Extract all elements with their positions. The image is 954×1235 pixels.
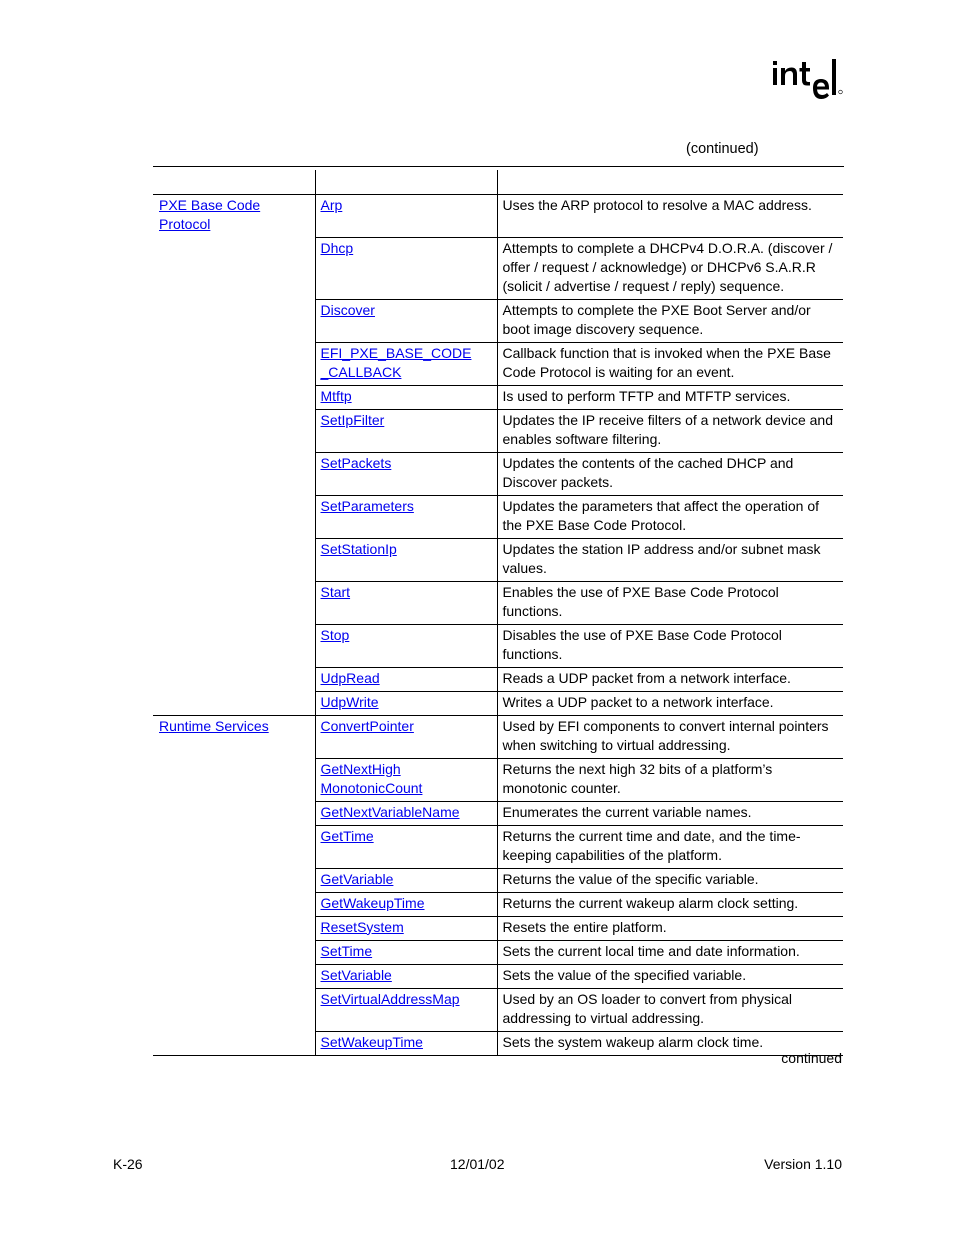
section-cell	[153, 964, 315, 988]
section-cell	[153, 195, 315, 238]
table-row	[153, 409, 843, 452]
reference-table	[153, 170, 843, 1056]
function-cell	[315, 342, 497, 385]
function-link[interactable]: SetVariable	[320, 966, 392, 983]
section-cell	[153, 581, 315, 624]
description-cell: Updates the parameters that affect the operation of the PXE Base Code Protocol.	[497, 495, 843, 538]
section-cell	[153, 825, 315, 868]
section-cell	[153, 452, 315, 495]
footer-date: 12/01/02	[450, 1156, 505, 1172]
function-cell	[315, 624, 497, 667]
function-link[interactable]: EFI_PXE_BASE_CODE _CALLBACK	[320, 344, 472, 380]
function-cell	[315, 195, 497, 238]
function-link[interactable]: Discover	[320, 301, 375, 318]
footer-version: Version 1.10	[764, 1156, 842, 1172]
description-cell: Attempts to complete a DHCPv4 D.O.R.A. (discover / offer / request / acknowledge) or DHCPv6 S.A.R.R (solicit / advertise / request / reply) sequence.	[497, 237, 843, 299]
function-link[interactable]: GetNextVariableName	[320, 803, 460, 820]
function-link[interactable]: SetStationIp	[320, 540, 397, 557]
section-cell	[153, 342, 315, 385]
function-cell	[315, 452, 497, 495]
function-link[interactable]: GetNextHigh MonotonicCount	[320, 760, 423, 796]
intel-logo	[772, 58, 844, 104]
function-cell	[315, 940, 497, 964]
table-row	[153, 237, 843, 299]
function-link[interactable]: SetTime	[320, 942, 373, 959]
header-rule	[153, 166, 844, 167]
section-cell	[153, 715, 315, 758]
function-cell	[315, 538, 497, 581]
function-link[interactable]: ConvertPointer	[320, 717, 414, 734]
function-cell	[315, 581, 497, 624]
function-cell	[315, 237, 497, 299]
function-cell	[315, 988, 497, 1031]
section-cell	[153, 538, 315, 581]
table-row	[153, 715, 843, 758]
description-cell: Enumerates the current variable names.	[497, 801, 843, 825]
function-cell	[315, 964, 497, 988]
continued-label-bottom: continued	[781, 1050, 842, 1066]
table-row	[153, 892, 843, 916]
table-row	[153, 988, 843, 1031]
table-row	[153, 940, 843, 964]
description-cell: Sets the system wakeup alarm clock time.	[497, 1031, 843, 1055]
section-cell	[153, 495, 315, 538]
table-row	[153, 299, 843, 342]
function-link[interactable]: SetPackets	[320, 454, 392, 471]
table-row	[153, 495, 843, 538]
section-cell	[153, 868, 315, 892]
description-cell: Returns the next high 32 bits of a platform’s monotonic counter.	[497, 758, 843, 801]
description-cell: Enables the use of PXE Base Code Protocol functions.	[497, 581, 843, 624]
function-link[interactable]: GetWakeupTime	[320, 894, 425, 911]
continued-label-top: (continued)	[686, 141, 759, 157]
section-cell	[153, 299, 315, 342]
table-row	[153, 691, 843, 715]
table-header-row	[153, 170, 843, 195]
footer-page-number: K-26	[113, 1156, 143, 1172]
table-row	[153, 195, 843, 238]
function-cell	[315, 715, 497, 758]
table-row	[153, 538, 843, 581]
description-cell: Used by an OS loader to convert from physical addressing to virtual addressing.	[497, 988, 843, 1031]
section-cell	[153, 237, 315, 299]
description-cell: Uses the ARP protocol to resolve a MAC address.	[497, 195, 843, 238]
table-row	[153, 667, 843, 691]
table-row	[153, 624, 843, 667]
description-cell: Writes a UDP packet to a network interface.	[497, 691, 843, 715]
description-cell: Returns the value of the specific variable.	[497, 868, 843, 892]
function-cell	[315, 825, 497, 868]
section-cell	[153, 409, 315, 452]
header-cell-1	[153, 170, 315, 195]
function-link[interactable]: Stop	[320, 626, 350, 643]
section-cell	[153, 988, 315, 1031]
function-cell	[315, 667, 497, 691]
function-link[interactable]: SetParameters	[320, 497, 414, 514]
section-link[interactable]: PXE Base Code Protocol	[159, 197, 261, 232]
section-cell	[153, 1031, 315, 1055]
description-cell: Disables the use of PXE Base Code Protocol functions.	[497, 624, 843, 667]
table-row	[153, 825, 843, 868]
description-cell: Resets the entire platform.	[497, 916, 843, 940]
table-row	[153, 868, 843, 892]
description-cell: Updates the station IP address and/or subnet mask values.	[497, 538, 843, 581]
function-link[interactable]: GetTime	[320, 827, 374, 844]
description-cell: Attempts to complete the PXE Boot Server and/or boot image discovery sequence.	[497, 299, 843, 342]
description-cell: Used by EFI components to convert internal pointers when switching to virtual addressing.	[497, 715, 843, 758]
description-cell: Reads a UDP packet from a network interface.	[497, 667, 843, 691]
description-cell: Callback function that is invoked when the PXE Base Code Protocol is waiting for an event.	[497, 342, 843, 385]
section-cell	[153, 624, 315, 667]
header-cell-2	[315, 170, 497, 195]
function-link[interactable]: SetIpFilter	[320, 411, 385, 428]
table-row	[153, 801, 843, 825]
function-cell	[315, 758, 497, 801]
function-link[interactable]: SetWakeupTime	[320, 1033, 423, 1050]
section-link[interactable]: Runtime Services	[159, 717, 269, 734]
section-cell	[153, 758, 315, 801]
table-row	[153, 964, 843, 988]
function-cell	[315, 495, 497, 538]
section-cell	[153, 667, 315, 691]
section-cell	[153, 892, 315, 916]
table-row	[153, 758, 843, 801]
section-cell	[153, 940, 315, 964]
description-cell: Updates the contents of the cached DHCP and Discover packets.	[497, 452, 843, 495]
description-cell: Is used to perform TFTP and MTFTP services.	[497, 385, 843, 409]
function-link[interactable]: Start	[320, 583, 351, 600]
function-cell	[315, 385, 497, 409]
function-link[interactable]: ResetSystem	[320, 918, 404, 935]
function-link[interactable]: Mtftp	[320, 387, 352, 404]
function-cell	[315, 916, 497, 940]
table-row	[153, 916, 843, 940]
table-row	[153, 342, 843, 385]
function-cell	[315, 299, 497, 342]
section-cell	[153, 801, 315, 825]
function-cell	[315, 868, 497, 892]
table-row	[153, 452, 843, 495]
function-link[interactable]: Dhcp	[320, 239, 354, 256]
function-link[interactable]: Arp	[320, 197, 343, 213]
description-cell: Returns the current wakeup alarm clock setting.	[497, 892, 843, 916]
description-cell: Updates the IP receive filters of a network device and enables software filtering.	[497, 409, 843, 452]
function-cell	[315, 892, 497, 916]
table-row	[153, 1031, 843, 1055]
function-link[interactable]: UdpWrite	[320, 693, 379, 710]
function-link[interactable]: GetVariable	[320, 870, 394, 887]
table-row	[153, 581, 843, 624]
section-cell	[153, 385, 315, 409]
section-cell	[153, 916, 315, 940]
function-cell	[315, 409, 497, 452]
section-cell	[153, 691, 315, 715]
function-link[interactable]: SetVirtualAddressMap	[320, 990, 460, 1007]
function-cell	[315, 1031, 497, 1055]
function-link[interactable]: UdpRead	[320, 669, 380, 686]
description-cell: Returns the current time and date, and the time-keeping capabilities of the platform.	[497, 825, 843, 868]
description-cell: Sets the current local time and date information.	[497, 940, 843, 964]
function-cell	[315, 691, 497, 715]
description-cell: Sets the value of the specified variable.	[497, 964, 843, 988]
function-cell	[315, 801, 497, 825]
header-cell-3	[497, 170, 843, 195]
table-row	[153, 385, 843, 409]
